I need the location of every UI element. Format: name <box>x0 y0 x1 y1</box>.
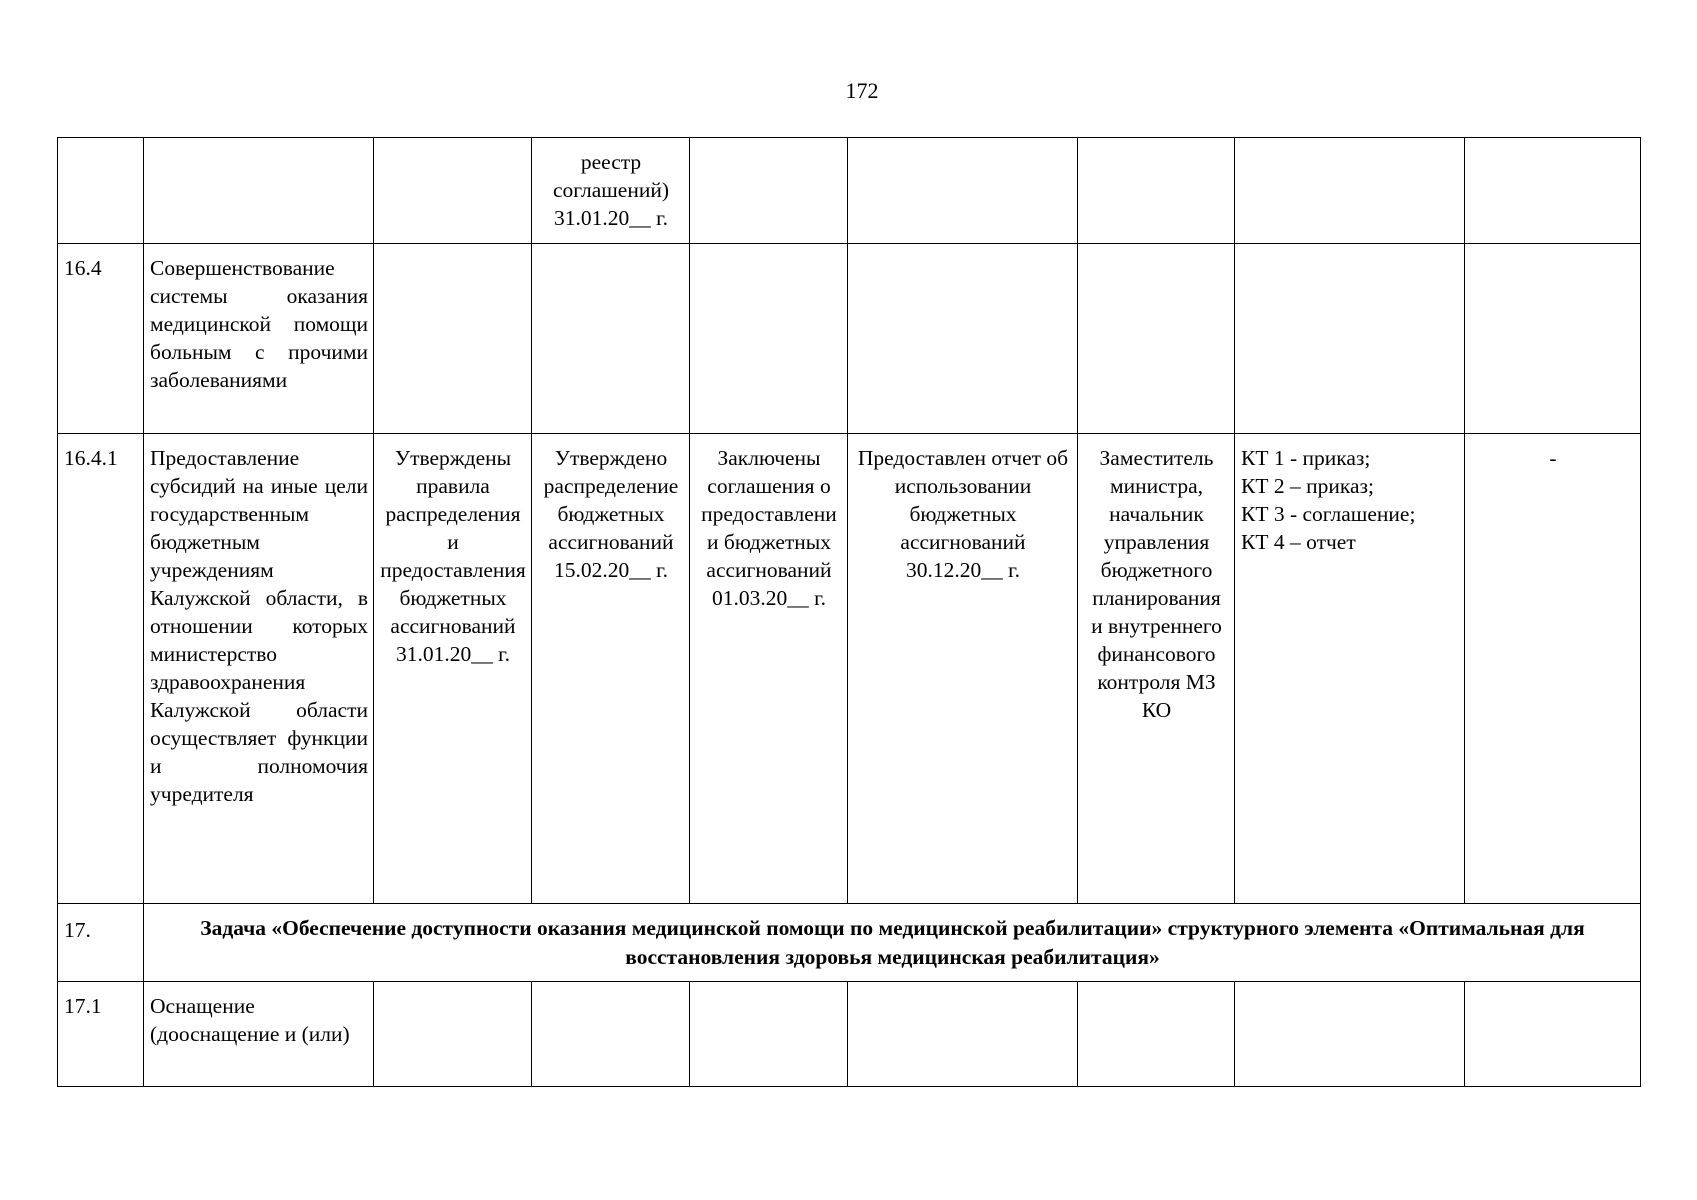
checkpoint-1-cell: Утверждены правила распределения и предоставления бюджетных ассигнований 31.01.20__ г. <box>374 434 532 904</box>
checkpoint-4-cell <box>848 244 1078 434</box>
checkpoint-1-cell <box>374 244 532 434</box>
row-number-cell: 17.1 <box>58 982 144 1087</box>
measure-name-cell <box>144 138 374 244</box>
document-type-cell <box>1235 138 1465 244</box>
notes-cell <box>1465 244 1641 434</box>
document-type-line: КТ 2 – приказ; <box>1241 474 1374 498</box>
document-type-line: КТ 4 – отчет <box>1241 530 1356 554</box>
table-row <box>58 982 1641 1087</box>
checkpoint-3-cell: Заключены соглашения о предоставлении бюджетных ассигнований 01.03.20__ г. <box>690 434 848 904</box>
checkpoint-4-cell <box>848 138 1078 244</box>
document-type-line: КТ 1 - приказ; <box>1241 446 1371 470</box>
checkpoint-2-cell: Утверждено распределение бюджетных ассигнований 15.02.20__ г. <box>532 434 690 904</box>
notes-cell: - <box>1465 434 1641 904</box>
document-type-cell <box>1235 982 1465 1087</box>
responsible-cell: Заместитель министра, начальник управления бюджетного планирования и внутреннего финансового контроля МЗ КО <box>1078 434 1235 904</box>
row-number-cell: 17. <box>58 904 144 982</box>
table-row <box>58 244 1641 434</box>
table-row <box>58 138 1641 244</box>
row-number-cell: 16.4.1 <box>58 434 144 904</box>
checkpoint-4-cell <box>848 982 1078 1087</box>
checkpoint-2-cell: реестр соглашений) 31.01.20__ г. <box>532 138 690 244</box>
responsible-cell <box>1078 244 1235 434</box>
checkpoint-1-cell <box>374 138 532 244</box>
measures-table <box>57 137 1641 1087</box>
checkpoint-2-cell <box>532 244 690 434</box>
measure-name-cell: Предоставление субсидий на иные цели государственным бюджетным учреждениям Калужской области, в отношении которых министерство здравоохранения Калужской области осуществляет функции и полномочия учредителя <box>144 434 374 904</box>
responsible-cell <box>1078 138 1235 244</box>
row-number-cell <box>58 138 144 244</box>
checkpoint-2-cell <box>532 982 690 1087</box>
task-heading-cell: Задача «Обеспечение доступности оказания медицинской помощи по медицинской реабилитации» структурного элемента «Оптимальная для восстановления здоровья медицинская реабилитация» <box>144 904 1641 982</box>
page-number: 172 <box>845 78 879 103</box>
notes-cell <box>1465 982 1641 1087</box>
checkpoint-3-cell <box>690 982 848 1087</box>
checkpoint-1-cell <box>374 982 532 1087</box>
notes-cell <box>1465 138 1641 244</box>
measure-name-cell: Совершенствование системы оказания медицинской помощи больным с прочими заболеваниями <box>144 244 374 434</box>
checkpoint-3-cell <box>690 244 848 434</box>
measure-name-cell: Оснащение (дооснащение и (или) <box>144 982 374 1087</box>
row-number-cell: 16.4 <box>58 244 144 434</box>
task-row <box>58 904 1641 982</box>
document-type-line: КТ 3 - соглашение; <box>1241 502 1416 526</box>
document-type-cell <box>1235 434 1465 904</box>
table-row <box>58 434 1641 904</box>
checkpoint-3-cell <box>690 138 848 244</box>
responsible-cell <box>1078 982 1235 1087</box>
checkpoint-4-cell: Предоставлен отчет об использовании бюджетных ассигнований 30.12.20__ г. <box>848 434 1078 904</box>
document-type-cell <box>1235 244 1465 434</box>
